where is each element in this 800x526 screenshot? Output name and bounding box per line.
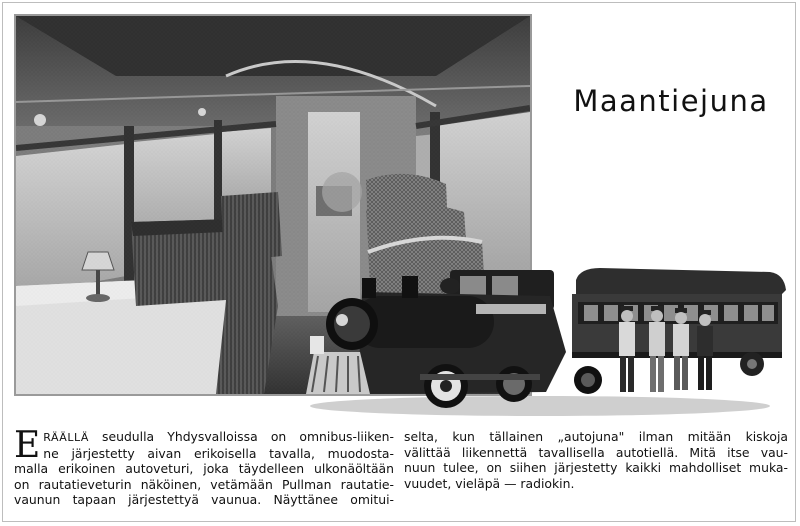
caption-line: on rautatieveturin näköinen, vetämään Pullman rautatie- (14, 476, 394, 492)
road-train-drawing (300, 256, 790, 426)
article-title: Maantiejuna (573, 84, 769, 118)
caption-line: malla erikoinen autoveturi, joka täydelleen ulkonäöltään (14, 461, 394, 477)
caption-line: nuun tulee, on siihen järjestetty kaikki mahdolliset muka- (404, 460, 788, 476)
caption-line-text: seudulla Yhdysvalloissa on omnibus-liiken- (88, 429, 394, 444)
caption-line: välittää liikennettä tavallisella autotiellä. Mitä itse vau- (404, 444, 788, 460)
drop-cap: E (14, 425, 41, 466)
caption-line: selta, kun tällainen „autojuna" ilman mitään kiskoja (404, 429, 788, 444)
caption-right-column (404, 429, 788, 491)
caption-line: vaunun tapaan järjestettyä vaunua. Näyttänee omitui- (14, 492, 394, 508)
caption-line (14, 429, 394, 446)
lead-small-caps: RÄÄLLÄ (43, 431, 89, 444)
caption-line: vuudet, vieläpä — radiokin. (404, 475, 575, 491)
caption-line: ne järjestetty aivan erikoisella tavalla, muodosta- (43, 445, 394, 461)
caption-left-column (14, 425, 394, 508)
road-train-photo (300, 256, 790, 426)
